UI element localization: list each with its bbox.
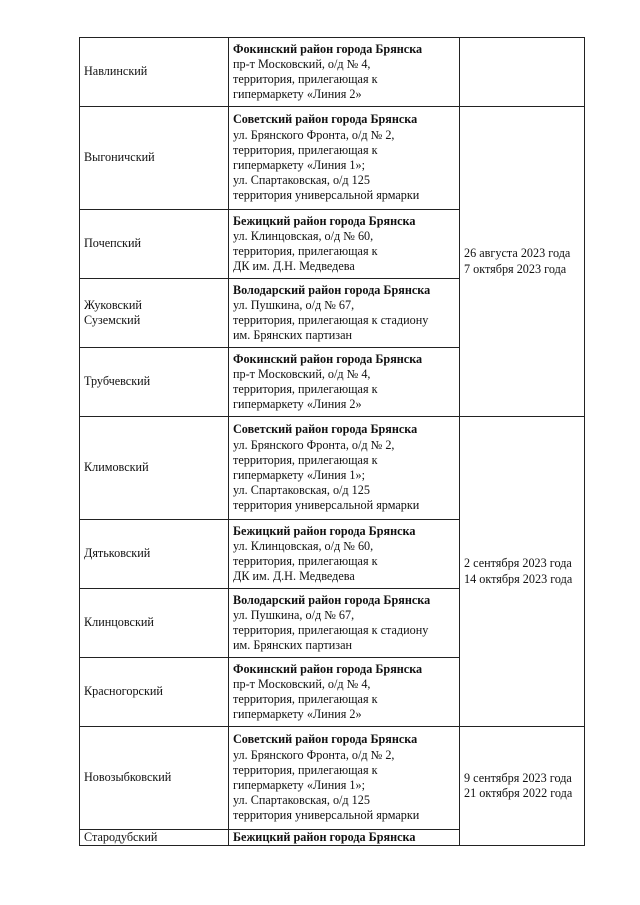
table-row — [80, 107, 585, 210]
district-name: Трубчевский — [84, 374, 151, 389]
venue-line: гипермаркету «Линия 1»; — [233, 468, 365, 482]
district-cell — [80, 348, 229, 417]
venue-line: гипермаркету «Линия 1»; — [233, 778, 365, 792]
dates-cell — [460, 38, 585, 107]
venue-line: территория универсальной ярмарки — [233, 808, 420, 823]
venue-line: гипермаркету «Линия 2» — [233, 87, 362, 102]
district-name: Клинцовский — [84, 615, 154, 630]
venue-line: ул. Спартаковская, о/д 125 — [233, 483, 370, 498]
venue-line: им. Брянских партизан — [233, 328, 353, 343]
district-name: Климовский — [84, 460, 149, 475]
venue-heading: Фокинский район города Брянска — [233, 351, 423, 366]
venue-heading: Советский район города Брянска — [233, 732, 418, 747]
venue-line: территория, прилегающая к стадиону — [233, 313, 429, 327]
venue-line: территория, прилегающая к — [233, 382, 378, 396]
district-cell — [80, 210, 229, 279]
venue-heading: Фокинский район города Брянска — [233, 661, 423, 676]
venue-line: ул. Пушкина, о/д № 67, — [233, 607, 355, 622]
venue-line: ДК им. Д.Н. Медведева — [233, 569, 355, 584]
venue-line: ул. Брянского Фронта, о/д № 2, — [233, 127, 395, 142]
district-cell — [80, 107, 229, 210]
schedule-table — [79, 37, 585, 846]
venue-line: территория, прилегающая к — [233, 762, 378, 777]
table-row — [80, 417, 585, 520]
venue-line: пр-т Московский, о/д № 4, — [233, 676, 371, 691]
venue-line: ДК им. Д.Н. Медведева — [233, 259, 355, 274]
district-name: Дятьковский — [84, 546, 151, 561]
date-line: 7 октября 2023 года — [464, 261, 567, 276]
date-line: 21 октября 2022 года — [464, 786, 573, 801]
venue-cell — [229, 279, 460, 348]
date-line: 2 сентября 2023 года — [464, 556, 572, 571]
venue-cell — [229, 520, 460, 589]
venue-line: ул. Брянского Фронта, о/д № 2, — [233, 747, 395, 762]
venue-line: территория, прилегающая к — [233, 452, 378, 467]
venue-cell — [229, 589, 460, 658]
table-row — [80, 38, 585, 107]
district-cell — [80, 658, 229, 727]
venue-heading: Володарский район города Брянска — [233, 282, 431, 297]
venue-heading: Советский район города Брянска — [233, 112, 418, 127]
district-cell — [80, 520, 229, 589]
venue-line: ул. Спартаковская, о/д 125 — [233, 173, 370, 188]
venue-cell — [229, 830, 460, 846]
date-line: 14 октября 2023 года — [464, 571, 573, 586]
venue-line: гипермаркету «Линия 2» — [233, 397, 362, 412]
venue-line: ул. Клинцовская, о/д № 60, — [233, 228, 374, 243]
district-cell — [80, 417, 229, 520]
district-cell — [80, 279, 229, 348]
venue-line: им. Брянских партизан — [233, 638, 353, 653]
venue-line: ул. Клинцовская, о/д № 60, — [233, 538, 374, 553]
venue-cell — [229, 107, 460, 210]
venue-line: гипермаркету «Линия 1»; — [233, 158, 365, 172]
venue-line: территория универсальной ярмарки — [233, 498, 420, 513]
table-row — [80, 727, 585, 830]
district-name: Стародубский — [84, 830, 158, 844]
district-name: Красногорский — [84, 684, 163, 699]
district-name: Новозыбковский — [84, 770, 172, 785]
venue-line: гипермаркету «Линия 2» — [233, 707, 362, 722]
venue-line: территория, прилегающая к — [233, 692, 378, 706]
venue-line: ул. Спартаковская, о/д 125 — [233, 793, 370, 808]
venue-cell — [229, 727, 460, 830]
district-cell — [80, 38, 229, 107]
district-cell — [80, 830, 229, 846]
district-name: Почепский — [84, 236, 142, 251]
venue-cell — [229, 210, 460, 279]
dates-cell — [460, 107, 585, 417]
date-line: 26 августа 2023 года — [464, 246, 571, 261]
venue-line: территория универсальной ярмарки — [233, 188, 420, 203]
district-name: Навлинский — [84, 64, 148, 79]
venue-heading: Бежицкий район города Брянска — [233, 213, 416, 228]
venue-heading: Советский район города Брянска — [233, 422, 418, 437]
venue-line: территория, прилегающая к — [233, 244, 378, 258]
district-name: Выгоничский — [84, 150, 155, 165]
venue-line: территория, прилегающая к стадиону — [233, 623, 429, 637]
venue-cell — [229, 658, 460, 727]
venue-cell — [229, 348, 460, 417]
venue-heading: Фокинский район города Брянска — [233, 41, 423, 56]
district-name: Суземский — [84, 313, 141, 327]
venue-heading: Володарский район города Брянска — [233, 592, 431, 607]
district-cell — [80, 589, 229, 658]
venue-line: территория, прилегающая к — [233, 142, 378, 157]
district-name: Жуковский — [84, 297, 142, 312]
venue-cell — [229, 417, 460, 520]
venue-cell — [229, 38, 460, 107]
venue-line: территория, прилегающая к — [233, 554, 378, 568]
district-cell — [80, 727, 229, 830]
date-line: 9 сентября 2023 года — [464, 770, 572, 785]
venue-line: ул. Брянского Фронта, о/д № 2, — [233, 437, 395, 452]
dates-cell — [460, 727, 585, 846]
venue-line: пр-т Московский, о/д № 4, — [233, 56, 371, 71]
venue-line: ул. Пушкина, о/д № 67, — [233, 297, 355, 312]
venue-heading: Бежицкий район города Брянска — [233, 523, 416, 538]
dates-cell — [460, 417, 585, 727]
venue-line: пр-т Московский, о/д № 4, — [233, 366, 371, 381]
venue-line: территория, прилегающая к — [233, 72, 378, 86]
venue-heading: Бежицкий район города Брянска — [233, 830, 416, 844]
